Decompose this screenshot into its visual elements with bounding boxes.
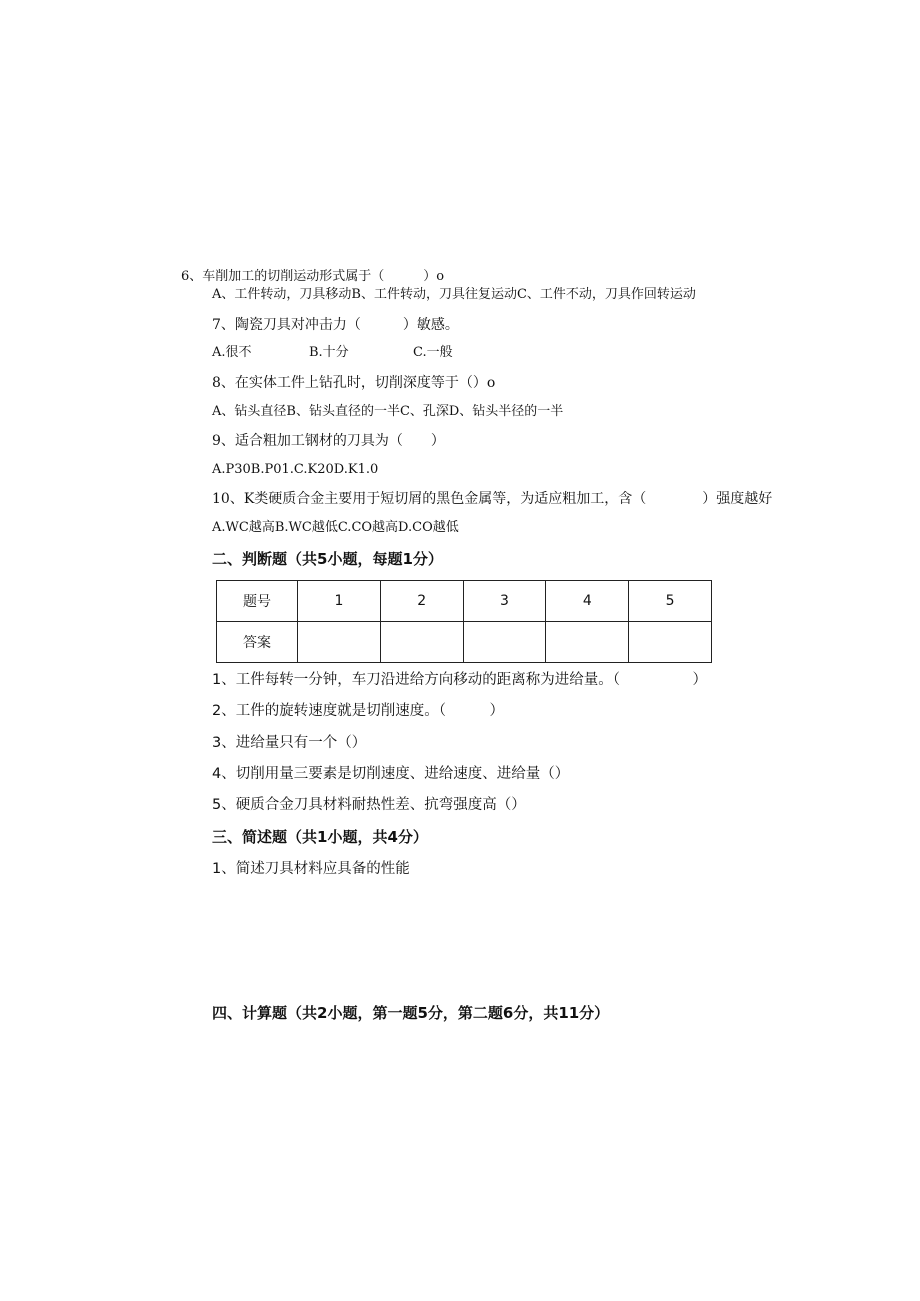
question-number-cell: 2 [380,581,463,622]
question-7-stem: 7、陶瓷刀具对冲击力（ ）敏感。 [212,317,459,333]
question-9-stem: 9、适合粗加工钢材的刀具为（ ） [212,433,445,449]
answer-cell[interactable] [629,622,712,663]
section-2-heading: 二、判断题（共5小题，每题1分） [212,550,443,568]
answer-cell[interactable] [546,622,629,663]
judgement-item-2: 2、工件的旋转速度就是切削速度。（ ） [212,703,504,719]
question-9-options: A.P30B.P01.C.K20D.K1.0 [212,462,379,477]
answer-grid-number-row [217,581,712,622]
question-7-option-c: C.一般 [413,345,453,360]
judgement-item-1: 1、工件每转一分钟，车刀沿进给方向移动的距离称为进给量。（ ） [212,672,707,688]
question-7-options [212,345,453,361]
question-10-stem: 10、K类硬质合金主要用于短切屑的黑色金属等，为适应粗加工，含（ ）强度越好 [212,491,773,507]
question-number-cell: 1 [298,581,381,622]
question-number-cell: 3 [463,581,546,622]
answer-cell[interactable] [298,622,381,663]
question-8-stem: 8、在实体工件上钻孔时，切削深度等于（）o [212,375,496,391]
question-7-option-b: B.十分 [309,345,349,360]
judgement-item-3: 3、进给量只有一个（） [212,735,367,751]
question-7-option-a: A.很不 [212,345,252,360]
short-answer-item-1: 1、简述刀具材料应具备的性能 [212,861,410,877]
judgement-item-4: 4、切削用量三要素是切削速度、进给速度、进给量（） [212,766,570,782]
judgement-item-5: 5、硬质合金刀具材料耐热性差、抗弯强度高（） [212,797,526,813]
question-number-cell: 5 [629,581,712,622]
question-number-cell: 4 [546,581,629,622]
question-6-stem: 6、车削加工的切削运动形式属于（ ）o [181,269,445,284]
section-4-heading: 四、计算题（共2小题，第一题5分，第二题6分，共11分） [212,1004,610,1022]
question-10-options: A.WC越高B.WC越低C.CO越高D.CO越低 [212,520,459,535]
row-label-answer: 答案 [217,622,298,663]
answer-grid-answer-row [217,622,712,663]
answer-grid-table [216,580,712,663]
answer-cell[interactable] [463,622,546,663]
section-3-heading: 三、简述题（共1小题，共4分） [212,828,428,846]
row-label-number: 题号 [217,581,298,622]
answer-cell[interactable] [380,622,463,663]
question-8-options: A、钻头直径B、钻头直径的一半C、孔深D、钻头半径的一半 [212,404,564,419]
question-6-options: A、工件转动，刀具移动B、工件转动，刀具往复运动C、工件不动，刀具作回转运动 [212,287,696,302]
